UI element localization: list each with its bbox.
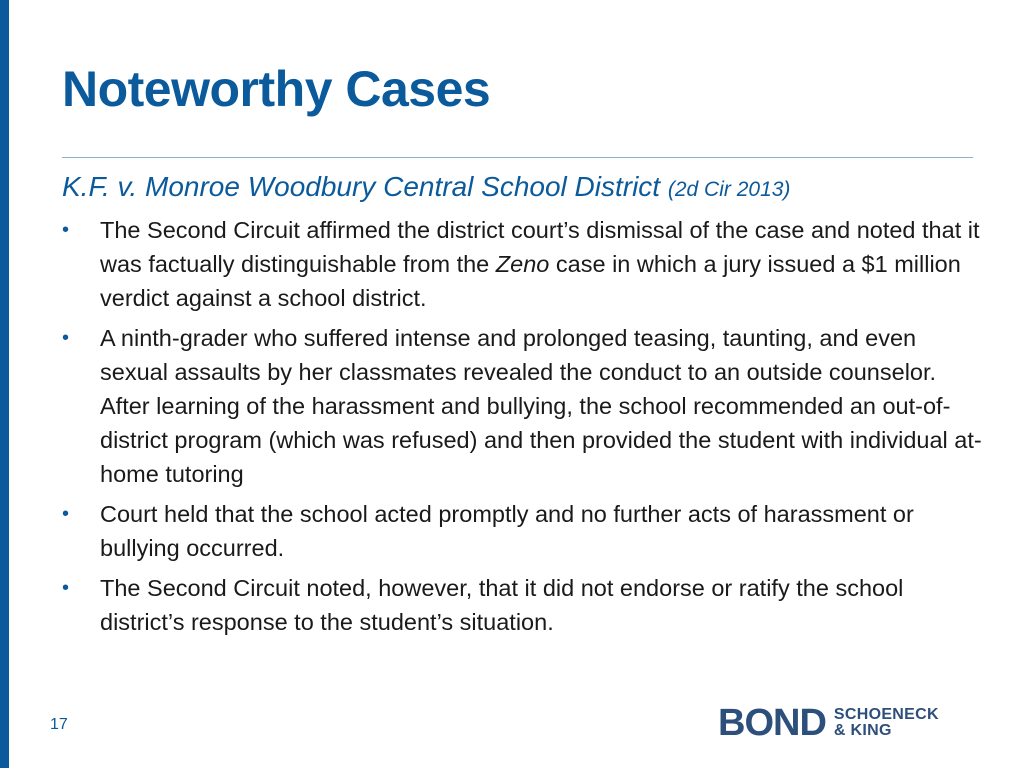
bullet-icon: • [62, 219, 70, 241]
left-accent-bar [0, 0, 9, 768]
bullet-item [62, 571, 982, 639]
bullet-text: Court held that the school acted promptly and no further acts of harassment or bullying occurred. [100, 501, 914, 561]
logo-subtext [834, 707, 939, 739]
bullet-icon: • [62, 327, 70, 349]
case-name: K.F. v. Monroe Woodbury Central School District [62, 171, 661, 202]
bullet-text: The Second Circuit noted, however, that it did not endorse or ratify the school district’s response to the student’s situation. [100, 575, 904, 635]
logo-line-2: & KING [833, 722, 892, 739]
bullet-italic-text: Zeno [495, 251, 550, 277]
bullet-item [62, 321, 982, 491]
slide-title: Noteworthy Cases [62, 61, 491, 117]
bullet-item [62, 497, 982, 565]
bullet-text: A ninth-grader who suffered intense and prolonged teasing, taunting, and even sexual assaults by her classmates revealed the conduct to an outside counselor. After learning of the harassment and bullying, the school recommended an out-of-district program (which was refused) and then provided the student with individual at-home tutoring [100, 325, 982, 487]
case-heading [62, 170, 982, 207]
case-court: (2d Cir 2013) [667, 178, 791, 201]
title-divider [62, 157, 973, 158]
bullet-list [62, 213, 982, 639]
slide-content [62, 170, 982, 645]
page-number: 17 [50, 716, 68, 733]
logo-main-text: BOND [718, 702, 826, 744]
company-logo [718, 704, 939, 742]
bullet-icon: • [62, 503, 70, 525]
bullet-text: The Second Circuit affirmed the district court’s dismissal of the case and noted that it was factually distinguishable from the [100, 217, 980, 277]
bullet-icon: • [62, 577, 70, 599]
logo-line-1: SCHOENECK [833, 706, 939, 723]
bullet-text: case in which a jury issued a $1 million verdict against a school district. [100, 251, 961, 311]
bullet-item [62, 213, 982, 315]
